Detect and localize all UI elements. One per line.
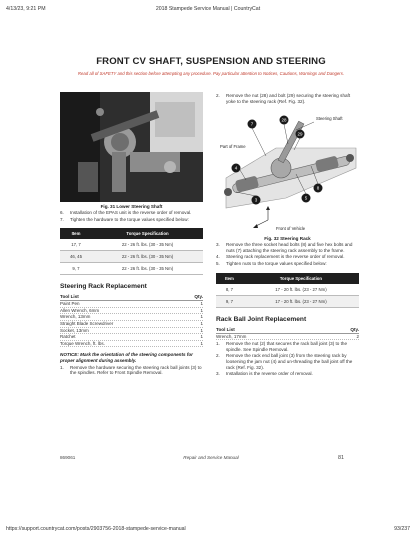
- callout-5: 5: [304, 195, 308, 201]
- table-row: 17, 7 22 - 26 ft. lbs. (30 - 35 Nm): [60, 239, 203, 251]
- fig32-caption: Fig. 32 Steering Rack: [264, 236, 311, 242]
- browser-print-header: [0, 0, 416, 18]
- print-page-count: 93/237: [394, 526, 410, 532]
- steps-list: [60, 365, 203, 376]
- list-item: 1. Remove the hardware securing the steering rack ball joints (3) to the spindles. Refer to Front Spindle Removal.: [60, 364, 202, 376]
- manual-page: [58, 40, 364, 485]
- tool-row: Ratchet 1: [60, 334, 203, 340]
- doc-code: 869061: [60, 455, 76, 460]
- tool-row: Wrench, 17mm 2: [216, 333, 359, 339]
- steps-list: [60, 210, 203, 222]
- fig31-caption: Fig. 31 Lower Steering Shaft: [100, 204, 163, 209]
- torque-table: Item Torque Specification 17, 7 22 - 26 ft. lbs. (30 - 35 Nm) 46, 45 22 - 26 ft. lbs. (30 - 35 Nm) 9, 7 22 - 26 ft. lbs. (30 - 35 Nm): [60, 228, 203, 275]
- safety-warning: Read all of SAFETY and this section before attempting any procedure. Pay particular attention to Notices, Cautions, Warnings and Dangers.: [77, 71, 345, 76]
- tool-row: Allen Wrench, 6mm 1: [60, 307, 203, 313]
- list-item: 3. Installation is the reverse order of removal.: [216, 371, 313, 377]
- list-item: 1. Remove the nut (2) that secures the rack ball joint (3) to the spindle. See Spindle Removal.: [216, 341, 348, 352]
- page-number: 81: [338, 455, 344, 461]
- browser-print-footer: [0, 520, 416, 538]
- right-column: [216, 92, 359, 377]
- tool-list-header: Tool List Qty.: [216, 326, 359, 332]
- print-date: 4/13/23, 9:21 PM: [6, 6, 46, 12]
- label-front-of-vehicle: Front of Vehicle: [276, 226, 306, 232]
- callout-8: 8: [316, 185, 320, 191]
- table-row: 8, 7 17 - 20 ft. lbs. (23 - 27 Nm): [216, 284, 359, 296]
- callout-4: 4: [234, 165, 238, 171]
- torque-table: Item Torque Specification 8, 7 17 - 20 ft. lbs. (23 - 27 Nm) 9, 7 17 - 20 ft. lbs. (23 - 27 Nm): [216, 273, 359, 308]
- tool-row: Paint Pen 1: [60, 301, 203, 307]
- list-item: 2. Remove the rack end ball joint (3) from the steering rack by loosening the jam nut (4) and un-threading the ball joint off the rack (Ref. Fig. 32).: [216, 353, 353, 370]
- callout-28: 28: [281, 117, 287, 123]
- callout-29: 29: [297, 131, 303, 137]
- label-steering-shaft: Steering Shaft: [316, 116, 343, 122]
- table-row: 9, 7 22 - 26 ft. lbs. (30 - 35 Nm): [60, 263, 203, 275]
- tool-row: Socket, 13mm 1: [60, 327, 203, 333]
- tool-list-header: Tool List Qty.: [60, 294, 203, 300]
- lower-steering-shaft-photo: [60, 92, 203, 202]
- label-part-of-frame: Part of Frame: [220, 144, 246, 150]
- page-title: FRONT CV SHAFT, SUSPENSION AND STEERING: [96, 56, 326, 67]
- print-page-title: 2018 Stampede Service Manual | CountryCat: [155, 6, 261, 12]
- tool-row: Straight Blade Screwdriver 1: [60, 320, 203, 326]
- list-item: 6. Installation of the EPAS unit is the reverse order of removal.: [60, 210, 192, 215]
- steps-list: [216, 341, 359, 377]
- footer-title: Repair and Service Manual: [183, 455, 239, 460]
- list-item: 3. Remove the three socket head bolts (8) and five hex bolts and nuts (7) attaching the steering rack assembly to the frame.: [216, 242, 353, 253]
- list-item: 5. Tighten nuts to the torque values specified below:: [216, 260, 327, 266]
- steps-list: [216, 242, 359, 266]
- steps-list: [216, 93, 359, 104]
- list-item: 2. Remove the nut (28) and bolt (29) securing the steering shaft yoke to the steering rack (Ref. Fig. 32).: [216, 93, 351, 104]
- section-heading: Rack Ball Joint Replacement: [216, 315, 307, 323]
- print-url: https://support.countrycat.com/posts/2903756-2018-stampede-service-manual: [6, 526, 186, 532]
- table-row: 46, 45 22 - 26 ft. lbs. (30 - 35 Nm): [60, 251, 203, 263]
- left-column: [60, 92, 203, 376]
- section-heading: Steering Rack Replacement: [60, 283, 147, 291]
- list-item: 7. Tighten the hardware to the torque values specified below:: [60, 216, 189, 222]
- callout-3: 3: [254, 197, 258, 203]
- list-item: 4. Steering rack replacement is the reverse order of removal.: [216, 254, 345, 260]
- tool-row: Wrench, 13mm 1: [60, 314, 203, 320]
- table-row: 9, 7 17 - 20 ft. lbs. (23 - 27 Nm): [216, 295, 359, 307]
- steering-rack-diagram: [216, 108, 359, 234]
- callout-7: 7: [250, 121, 254, 127]
- tool-row: Torque Wrench, ft. lbs. 1: [60, 340, 203, 346]
- notice: NOTICE: Mark the orientation of the steering components for proper alignment during assembly.: [60, 352, 193, 363]
